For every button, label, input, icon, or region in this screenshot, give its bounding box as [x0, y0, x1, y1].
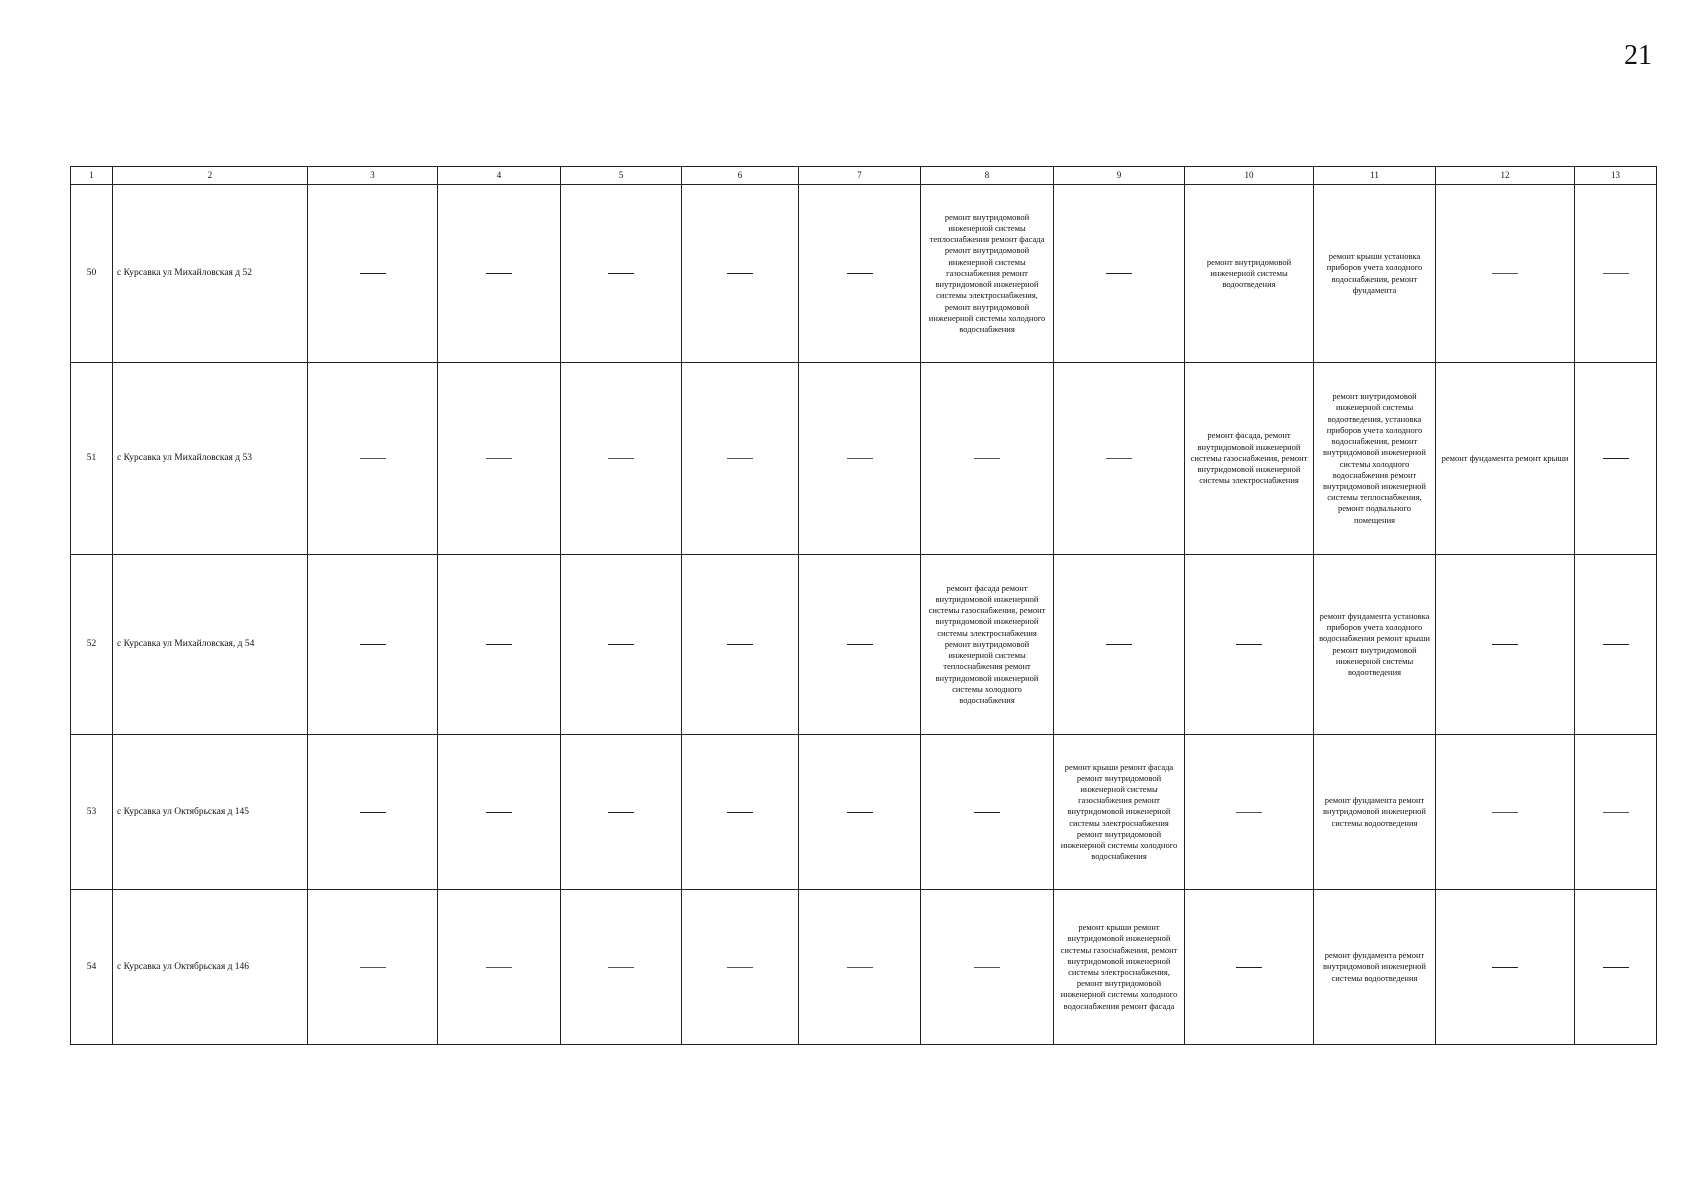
dash-mark — [360, 644, 386, 645]
column-header: 11 — [1314, 167, 1436, 185]
empty-dash-cell — [1575, 185, 1657, 363]
dash-mark — [1603, 273, 1629, 274]
dash-mark — [1106, 458, 1132, 459]
column-header: 4 — [438, 167, 561, 185]
empty-dash-cell — [682, 735, 799, 890]
dash-mark — [847, 273, 873, 274]
row-number-cell: 52 — [71, 555, 113, 735]
dash-mark — [727, 812, 753, 813]
empty-dash-cell — [799, 363, 921, 555]
table-row — [71, 890, 1657, 1045]
row-number-cell: 50 — [71, 185, 113, 363]
dash-mark — [847, 812, 873, 813]
empty-dash-cell — [921, 363, 1054, 555]
works-description-cell: ремонт крыши ремонт фасада ремонт внутридомовой инженерной системы газоснабжения ремонт внутридомовой инженерной системы электроснабжения ремонт внутридомовой инженерной системы холодного водоснабжения — [1054, 735, 1185, 890]
row-number-cell: 53 — [71, 735, 113, 890]
works-description-cell: ремонт фасада ремонт внутридомовой инженерной системы газоснабжения, ремонт внутридомовой инженерной системы электроснабжения ремонт внутридомовой инженерной системы теплоснабжения ремонт внутридомовой инженерной системы холодного водоснабжения — [921, 555, 1054, 735]
dash-mark — [1106, 644, 1132, 645]
table-row — [71, 363, 1657, 555]
empty-dash-cell — [1185, 555, 1314, 735]
column-header: 6 — [682, 167, 799, 185]
dash-mark — [486, 458, 512, 459]
empty-dash-cell — [1575, 735, 1657, 890]
empty-dash-cell — [1185, 890, 1314, 1045]
empty-dash-cell — [799, 185, 921, 363]
header-row — [71, 167, 1657, 185]
empty-dash-cell — [308, 363, 438, 555]
column-header: 1 — [71, 167, 113, 185]
dash-mark — [1492, 644, 1518, 645]
dash-mark — [1492, 812, 1518, 813]
address-cell: с Курсавка ул Октябрьская д 145 — [113, 735, 308, 890]
column-header: 7 — [799, 167, 921, 185]
dash-mark — [1236, 812, 1262, 813]
dash-mark — [1492, 967, 1518, 968]
dash-mark — [1106, 273, 1132, 274]
column-header: 2 — [113, 167, 308, 185]
empty-dash-cell — [799, 890, 921, 1045]
dash-mark — [608, 812, 634, 813]
dash-mark — [727, 458, 753, 459]
dash-mark — [608, 644, 634, 645]
row-number-cell: 54 — [71, 890, 113, 1045]
empty-dash-cell — [1185, 735, 1314, 890]
empty-dash-cell — [1054, 555, 1185, 735]
dash-mark — [608, 967, 634, 968]
column-header: 5 — [561, 167, 682, 185]
empty-dash-cell — [1436, 890, 1575, 1045]
dash-mark — [727, 644, 753, 645]
dash-mark — [486, 273, 512, 274]
dash-mark — [486, 967, 512, 968]
dash-mark — [847, 967, 873, 968]
column-header: 8 — [921, 167, 1054, 185]
dash-mark — [727, 967, 753, 968]
works-description-cell: ремонт крыши установка приборов учета холодного водоснабжения, ремонт фундамента — [1314, 185, 1436, 363]
works-description-cell: ремонт крыши ремонт внутридомовой инженерной системы газоснабжения, ремонт внутридомовой инженерной системы электроснабжения, ремонт внутридомовой инженерной системы холодного водоснабжения ремонт фасада — [1054, 890, 1185, 1045]
row-number-cell: 51 — [71, 363, 113, 555]
dash-mark — [1492, 273, 1518, 274]
empty-dash-cell — [921, 890, 1054, 1045]
empty-dash-cell — [438, 185, 561, 363]
empty-dash-cell — [561, 735, 682, 890]
empty-dash-cell — [682, 363, 799, 555]
empty-dash-cell — [799, 555, 921, 735]
dash-mark — [1603, 812, 1629, 813]
dash-mark — [1603, 967, 1629, 968]
dash-mark — [360, 812, 386, 813]
dash-mark — [608, 273, 634, 274]
dash-mark — [360, 967, 386, 968]
address-cell: с Курсавка ул Михайловская, д 54 — [113, 555, 308, 735]
column-header: 10 — [1185, 167, 1314, 185]
empty-dash-cell — [308, 185, 438, 363]
dash-mark — [847, 458, 873, 459]
dash-mark — [847, 644, 873, 645]
column-header: 3 — [308, 167, 438, 185]
dash-mark — [486, 812, 512, 813]
empty-dash-cell — [308, 890, 438, 1045]
dash-mark — [1603, 644, 1629, 645]
dash-mark — [974, 967, 1000, 968]
works-description-cell: ремонт внутридомовой инженерной системы водоотведения — [1185, 185, 1314, 363]
table-row — [71, 185, 1657, 363]
dash-mark — [486, 644, 512, 645]
empty-dash-cell — [921, 735, 1054, 890]
dash-mark — [608, 458, 634, 459]
column-header: 9 — [1054, 167, 1185, 185]
table-row — [71, 735, 1657, 890]
works-description-cell: ремонт фасада, ремонт внутридомовой инженерной системы газоснабжения, ремонт внутридомовой инженерной системы электроснабжения — [1185, 363, 1314, 555]
empty-dash-cell — [799, 735, 921, 890]
empty-dash-cell — [682, 890, 799, 1045]
works-description-cell: ремонт внутридомовой инженерной системы водоотведения, установка приборов учета холодного водоснабжения, ремонт внутридомовой инженерной системы холодного водоснабжения ремонт внутридомовой инженерной системы теплоснабжения, ремонт подвального помещения — [1314, 363, 1436, 555]
dash-mark — [974, 458, 1000, 459]
works-description-cell: ремонт внутридомовой инженерной системы теплоснабжения ремонт фасада ремонт внутридомовой инженерной системы газоснабжения ремонт внутридомовой инженерной системы электроснабжения, ремонт внутридомовой инженерной системы холодного водоснабжения — [921, 185, 1054, 363]
works-description-cell: ремонт фундамента ремонт крыши — [1436, 363, 1575, 555]
address-cell: с Курсавка ул Октябрьская д 146 — [113, 890, 308, 1045]
empty-dash-cell — [561, 890, 682, 1045]
empty-dash-cell — [1054, 185, 1185, 363]
empty-dash-cell — [561, 363, 682, 555]
table-row — [71, 555, 1657, 735]
page-number: 21 — [1624, 40, 1652, 71]
empty-dash-cell — [1436, 185, 1575, 363]
address-cell: с Курсавка ул Михайловская д 53 — [113, 363, 308, 555]
dash-mark — [1236, 967, 1262, 968]
empty-dash-cell — [438, 735, 561, 890]
dash-mark — [1603, 458, 1629, 459]
dash-mark — [974, 812, 1000, 813]
works-description-cell: ремонт фундамента ремонт внутридомовой инженерной системы водоотведения — [1314, 735, 1436, 890]
dash-mark — [1236, 644, 1262, 645]
dash-mark — [727, 273, 753, 274]
empty-dash-cell — [1436, 555, 1575, 735]
dash-mark — [360, 273, 386, 274]
repair-schedule-table — [70, 166, 1657, 1045]
empty-dash-cell — [1436, 735, 1575, 890]
empty-dash-cell — [1054, 363, 1185, 555]
empty-dash-cell — [682, 185, 799, 363]
empty-dash-cell — [1575, 363, 1657, 555]
empty-dash-cell — [438, 890, 561, 1045]
column-header: 13 — [1575, 167, 1657, 185]
works-description-cell: ремонт фундамента ремонт внутридомовой инженерной системы водоотведения — [1314, 890, 1436, 1045]
empty-dash-cell — [438, 363, 561, 555]
works-description-cell: ремонт фундамента установка приборов учета холодного водоснабжения ремонт крыши ремонт внутридомовой инженерной системы водоотведения — [1314, 555, 1436, 735]
empty-dash-cell — [561, 185, 682, 363]
empty-dash-cell — [308, 735, 438, 890]
dash-mark — [360, 458, 386, 459]
address-cell: с Курсавка ул Михайловская д 52 — [113, 185, 308, 363]
column-header: 12 — [1436, 167, 1575, 185]
empty-dash-cell — [308, 555, 438, 735]
empty-dash-cell — [438, 555, 561, 735]
table-body — [71, 185, 1657, 1045]
empty-dash-cell — [561, 555, 682, 735]
empty-dash-cell — [682, 555, 799, 735]
empty-dash-cell — [1575, 555, 1657, 735]
empty-dash-cell — [1575, 890, 1657, 1045]
